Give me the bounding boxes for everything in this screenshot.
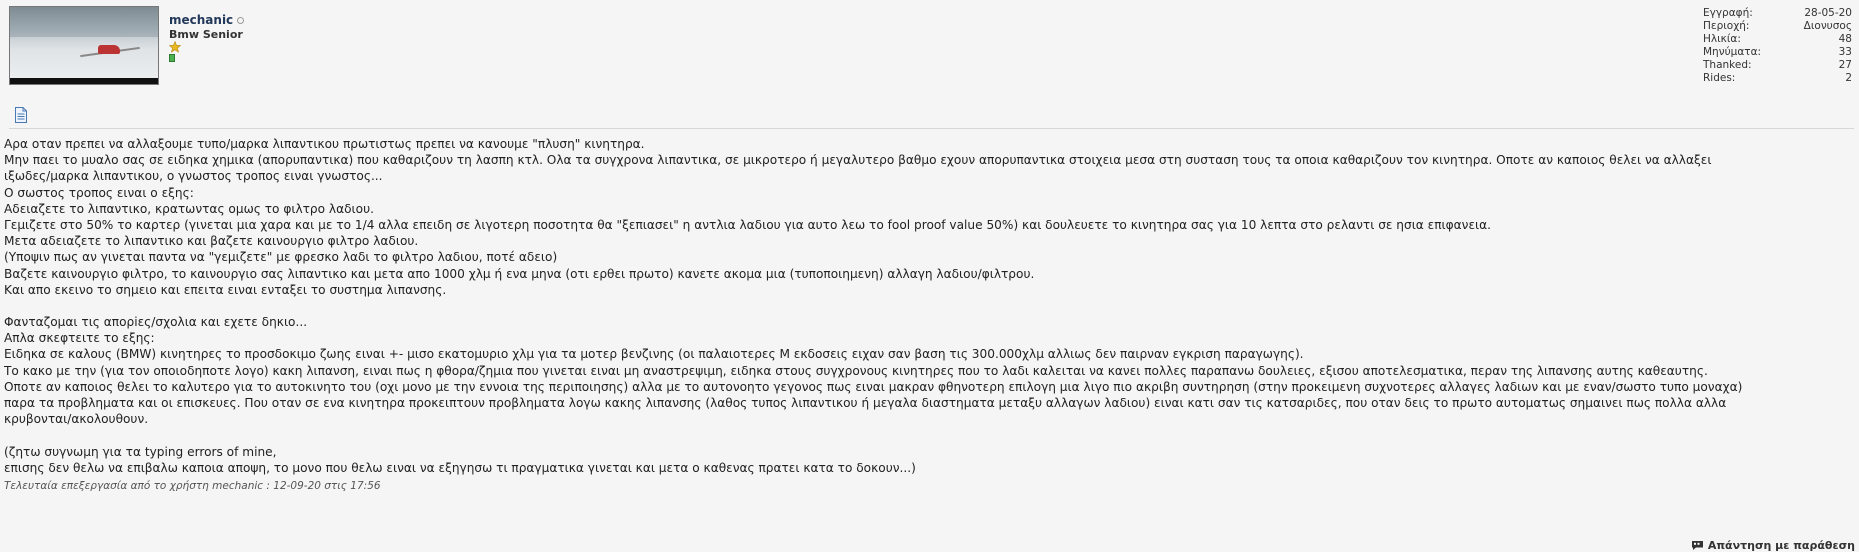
message-line: Μην παει το μυαλο σας σε ειδηκα χημικα (απορυπαντικα) που καθαριζουν τη λασπη κτλ. Ολα τα συγχρονα λιπαντικα, σε μικροτερο ή μεγαλυτερο βαθμο εχουν απορυπαντικα στοιχεια μεσα στη συσταση τους τα οποια καθαριζουν τον κινητηρα. Οποτε αν καποιος θελει να αλλαξει: [4, 153, 1712, 168]
user-stats: [1703, 7, 1852, 85]
message-line: Αρα οταν πρεπει να αλλαξουμε τυπο/μαρκα λιπαντικου πρωτιστως πρεπει να κανουμε "πλυση" κινητηρα.: [4, 137, 645, 151]
stat-row-posts: [1703, 46, 1852, 59]
message-line: ιξωδες/μαρκα λιπαντικου, ο γνωστος τροπος ειναι γνωστος...: [4, 169, 383, 184]
document-icon: [14, 107, 28, 123]
message-line: Απλα σκεφτειτε το εξης:: [4, 331, 155, 346]
stat-label: Thanked:: [1703, 59, 1752, 71]
message-line: Ειδηκα σε καλους (BMW) κινητηρες το προσδοκιμο ζωης ειναι +- μισο εκατομυριο χλμ για τα μοτερ βενζινης (οι παλαιοτερες Μ εκδοσεις ειχαν σαν βαση τις 300.000χλμ αλλιως δεν παιρναν εγκριση παραγωγης).: [4, 347, 1304, 362]
quote-reply-label: Απάντηση με παράθεση: [1707, 539, 1855, 552]
message-line: Βαζετε καινουργιο φιλτρο, το καινουργιο σας λιπαντικο και μετα απο 1000 χλμ ή ενα μηνα (οτι ερθει πρωτο) κανετε ακομα μια (τυποποιημενη) αλλαγη λαδιου/φιλτρου.: [4, 266, 1035, 281]
message-line: Και απο εκεινο το σημειο και επειτα ειναι ενταξει το συστημα λιπανσης.: [4, 282, 447, 297]
stat-row-age: [1703, 33, 1852, 46]
speech-bubble-icon: [1691, 540, 1704, 551]
offline-status-icon: [237, 17, 244, 24]
stat-label: Περιοχή:: [1703, 20, 1750, 32]
message-line: Μετα αδειαζετε το λιπαντικο και βαζετε καινουργιο φιλτρο λαδιου.: [4, 234, 419, 249]
message-line: Γεμιζετε στο 50% το καρτερ (γινεται μια χαρα και με το 1/4 αλλα επειδη σε λιγοτερη ποσοτητα θα "ξεπιασει" η αντλια λαδιου για αυτο λεω το fool proof value 50%) και δουλευετε το κινητηρα σας για 10 λεπτα στο ρελαντι σε ησια επιφανεια.: [4, 217, 1491, 232]
post-divider: [9, 128, 1854, 129]
user-avatar[interactable]: [9, 6, 159, 85]
stat-row-location: [1703, 20, 1852, 33]
message-line: (ζητω συγνωμη για τα typing errors of mine,: [4, 444, 277, 459]
message-line: επισης δεν θελω να επιβαλω καποια αποψη, το μονο που θελω ειναι να εξηγησω τι πραγματικα γινεται και μετα ο καθενας πρατει κατα το δοκουν...): [4, 460, 916, 475]
post-header: [0, 0, 1859, 100]
stat-label: Μηνύματα:: [1703, 46, 1762, 58]
message-line: (Υποψιν πως αν γινεται παντα να "γεμιζετε" με φρεσκο λαδι το φιλτρο λαδιου, ποτέ αδειο): [4, 250, 558, 265]
stat-value: Διονυσος: [1803, 20, 1852, 32]
edit-note: Τελευταία επεξεργασία από το χρήστη mechanic : 12-09-20 στις 17:56: [4, 480, 381, 492]
message-line: Αδειαζετε το λιπαντικο, κρατωντας ομως το φιλτρο λαδιου.: [4, 201, 374, 216]
star-icon: [169, 41, 181, 53]
message-line: Το κακο με την (για τον οποιοδηποτε λογο) κακη λιπανση, ειναι πως η φθορα/ζημια που γινεται ειναι μη αναστρεψιμη, ειδηκα στους συγχρονους κινητηρες που το λαδι καλειται να κανει πολλες παραπανω δουλειες, εξισου αποτελεσματικα, περαν της λιπανσης αυτης καθεαυτης.: [4, 363, 1708, 378]
stat-value: 48: [1838, 33, 1852, 45]
message-line: Φανταζομαι τις απορiες/σχολια και εχετε δηκιο...: [4, 315, 308, 330]
stat-value: 27: [1838, 59, 1852, 71]
reputation-icon: [169, 54, 175, 62]
message-line: Οποτε αν καποιος θελει το καλυτερο για το αυτοκινητο του (οχι μονο με την εννοια της περιποιησης) αλλα με το αυτονοητο γεγονος πως ειναι μακραν φθηνοτερη επιλογη μια λιγο πιο ακριβη συντηρηση (στην προκειμενη συχνοτερες αλλαγες λαδιων και με εναν/σωστο τυπο μοναχα): [4, 379, 1743, 394]
message-line: Ο σωστος τροπος ειναι ο εξης:: [4, 185, 194, 200]
message-line: κρυβονται/ακολουθουν.: [4, 412, 149, 427]
stat-row-rides: [1703, 72, 1852, 85]
stat-row-thanked: [1703, 59, 1852, 72]
stat-value: 28-05-20: [1804, 7, 1852, 19]
stat-label: Εγγραφή:: [1703, 7, 1753, 19]
quote-reply-button[interactable]: [1691, 539, 1855, 552]
stat-value: 2: [1845, 72, 1852, 84]
stat-label: Ηλικία:: [1703, 33, 1741, 45]
post-message: [4, 136, 1849, 476]
message-line: παρα τα προβληματα και οι επισκευες. Που οταν σε ενα κινητηρα προκειπτουν προβληματα λογω κακης λιπανσης (λαθος τυπος λιπαντικου ή μεγαλα διαστηματα μεταξυ αλλαγων λαδιου) ειναι κατι σαν τις κατσαριδες, που οταν δεις το πρωτο αυτοματως σημαινει πως πολλα αλλα: [4, 396, 1727, 410]
stat-row-join-date: [1703, 7, 1852, 20]
username-row: [169, 12, 244, 28]
user-title: Bmw Senior: [169, 28, 243, 41]
blank-line: [4, 298, 1849, 314]
username-link[interactable]: mechanic: [169, 13, 234, 27]
blank-line: [4, 427, 1849, 443]
stat-value: 33: [1838, 46, 1852, 58]
stat-label: Rides:: [1703, 72, 1736, 84]
